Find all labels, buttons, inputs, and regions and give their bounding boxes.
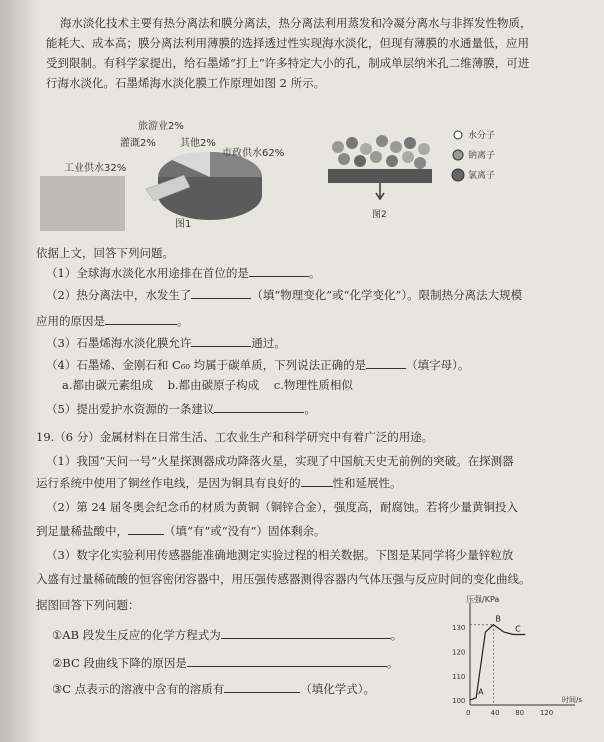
intro-line-3: 受到限制。有科学家提出，给石墨烯“打上”许多特定大小的孔，制成单层纳米孔二维薄膜，可进 <box>46 56 530 70</box>
q19-1a: （1）我国“天问一号”火星探测器成功降落火星，实现了中国航天史无前例的突破。在探测器 <box>46 454 514 468</box>
x-tick-label: 120 <box>539 709 554 717</box>
q18-2b: 应用的原因是 。 <box>36 314 189 328</box>
legend-sodium: 钠离子 <box>468 151 496 161</box>
molecule-cluster <box>332 135 430 169</box>
pie-label-irrigation: 灌溉2% <box>120 138 156 149</box>
pie-label-other: 其他2% <box>180 138 216 149</box>
q19-1b: 运行系统中使用了铜丝作电线，是因为铜具有良好的 性和延展性。 <box>36 476 402 490</box>
x-tick-label: 80 <box>515 709 525 717</box>
q19-3a: （3）数字化实验利用传感器能准确地测定实验过程的相关数据。下图是某同学将少量锌粒放 <box>46 548 514 562</box>
pressure-time-chart <box>440 590 590 720</box>
x-axis-label: 时间/s <box>562 696 583 704</box>
q19-2b: 到足量稀盐酸中， （填“有”或“没有”）固体剩余。 <box>36 524 326 538</box>
water-molecule-icon <box>454 131 462 139</box>
intro-line-2: 能耗大、成本高；膜分离法利用薄膜的选择透过性实现海水淡化，但现有薄膜的水通量低，应用 <box>46 36 529 50</box>
q18-lead: 依据上文，回答下列问题。 <box>36 246 174 260</box>
figure-2-diagram <box>320 125 560 230</box>
legend-water: 水分子 <box>468 131 496 141</box>
q18-4-options: a.都由碳元素组成 b.都由碳原子构成 c.物理性质相似 <box>62 378 353 392</box>
y-tick-label: 120 <box>452 648 466 657</box>
x-tick-label: 0 <box>466 709 471 717</box>
y-tick-label: 110 <box>452 672 466 681</box>
pie-label-municipal: 市政供水62% <box>222 148 285 159</box>
q18-2: （2）热分离法中，水发生了 （填“物理变化”或“化学变化”）。限制热分离法大规模 <box>46 288 523 302</box>
page-shadow <box>0 0 40 742</box>
y-tick-label: 100 <box>452 697 466 706</box>
q19-3-iii: ③C 点表示的溶液中含有的溶质有 （填化学式）。 <box>52 682 376 696</box>
intro-line-4: 行海水淡化。石墨烯海水淡化膜工作原理如图 2 所示。 <box>46 76 326 90</box>
pie-label-industry: 工业供水32% <box>64 163 127 174</box>
q18-1: （1）全球海水淡化水用途排在首位的是 。 <box>46 266 321 280</box>
q19-2a: （2）第 24 届冬奥会纪念币的材质为黄铜（铜锌合金），强度高，耐腐蚀。若将少量黄铜投入 <box>46 500 519 514</box>
figure-2-caption: 图2 <box>372 210 387 220</box>
q19-3-ii: ②BC 段曲线下降的原因是 。 <box>52 656 399 670</box>
y-tick-label: 130 <box>452 624 466 633</box>
q18-5: （5）提出爱护水资源的一条建议 。 <box>46 402 316 416</box>
sodium-ion-icon <box>453 150 463 160</box>
figure-1-caption: 图1 <box>175 219 192 230</box>
point-label-a: A <box>478 687 484 697</box>
q18-4: （4）石墨烯、金刚石和 C₆₀ 均属于碳单质，下列说法正确的是 （填字母）。 <box>46 358 470 372</box>
q18-3: （3）石墨烯海水淡化膜允许 通过。 <box>46 336 286 350</box>
q19-3-i: ①AB 段发生反应的化学方程式为 。 <box>52 628 403 642</box>
q19-lead: 19.（6 分）金属材料在日常生活、工农业生产和科学研究中有着广泛的用途。 <box>36 430 434 444</box>
legend-chloride: 氯离子 <box>468 171 496 181</box>
figure-1-pie <box>50 115 310 235</box>
q19-3b: 入盛有过量稀硫酸的恒容密闭容器中，用压强传感器测得容器内气体压强与反应时间的变化曲线。 <box>36 572 531 586</box>
q19-3c: 据图回答下列问题： <box>36 598 140 612</box>
membrane <box>328 169 432 183</box>
intro-line-1: 海水淡化技术主要有热分离法和膜分离法，热分离法利用蒸发和冷凝分离水与非挥发性物质， <box>60 16 532 30</box>
chloride-ion-icon <box>452 169 464 181</box>
point-label-b: B <box>495 614 501 624</box>
pie-label-tourism: 旅游业2% <box>138 121 184 132</box>
point-label-c: C <box>515 624 521 634</box>
y-axis-label: 压强/KPa <box>466 595 500 604</box>
x-tick-label: 40 <box>490 709 500 717</box>
